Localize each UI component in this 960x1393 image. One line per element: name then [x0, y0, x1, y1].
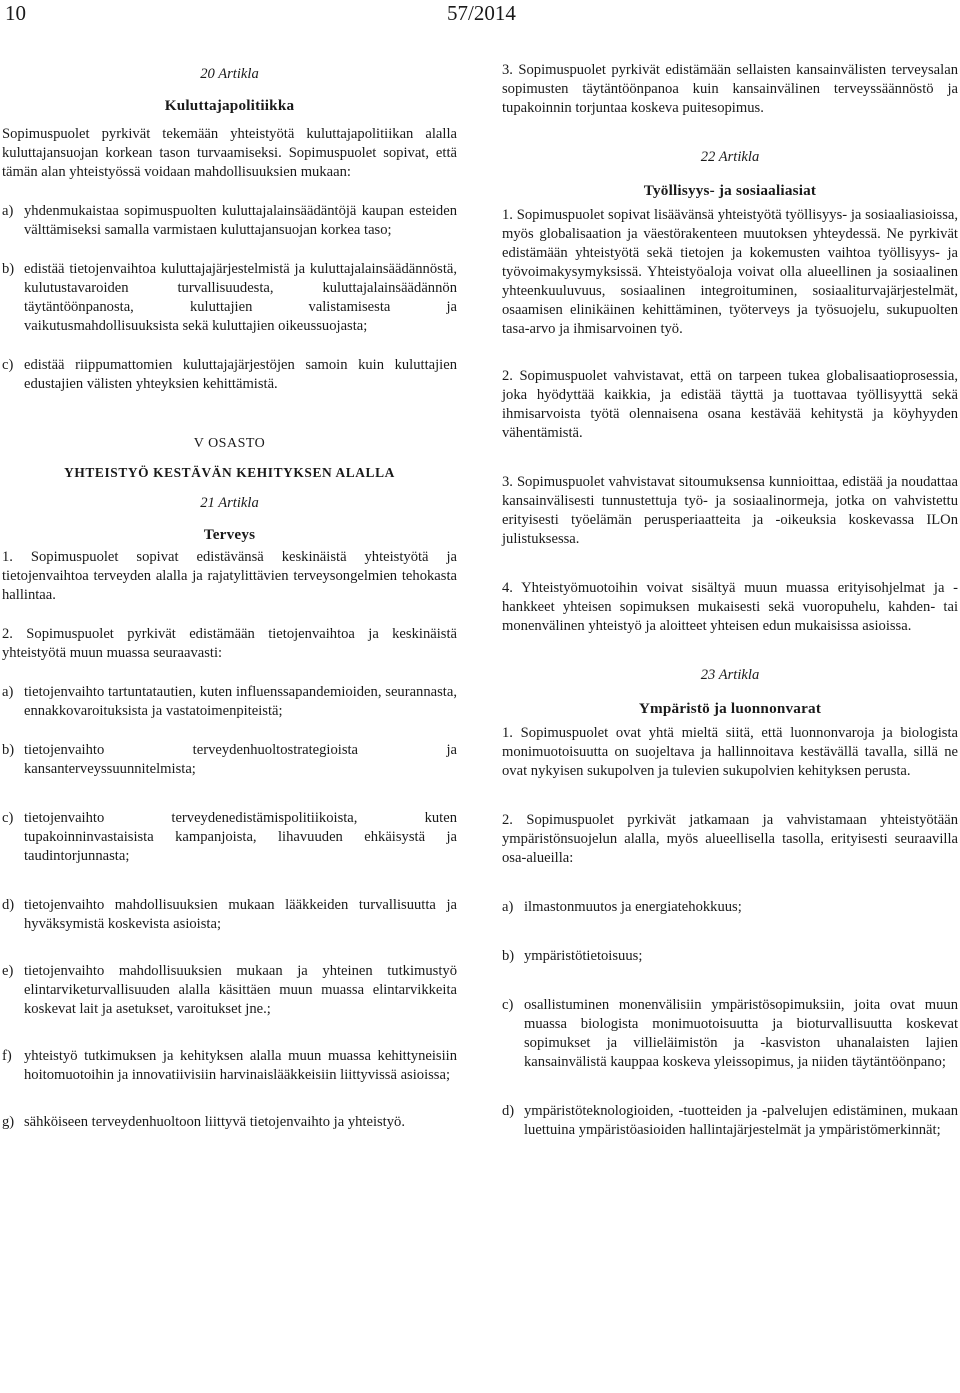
article-22-paragraph-4: 4. Yhteistyömuotoihin voivat sisältyä muun muassa erityisohjelmat ja -hankkeet yhteisen sopimuksen mukaisesti sekä vuoropuhelu, kahden- tai monenvälinen yhteistyö ja aloitteet yhteisen edun mukaisissa asioissa.	[502, 580, 958, 634]
list-item	[2, 260, 457, 336]
article-23-paragraph-1: 1. Sopimuspuolet ovat yhtä mieltä siitä, että luonnonvaroja ja biologista monimuotoisuutta on suojeltava ja hallinnoitava kestävällä tavalla, sillä ne ovat nykyisen sukupolven ja tulevien sukupolvien kehityksen perusta.	[502, 725, 958, 779]
list-item-text: tietojenvaihto terveydenedistämispolitiikoista, kuten tupakoinninvastaisista kampanjoista, lihavuuden ehkäisystä ja taudintorjunnasta;	[24, 810, 457, 864]
list-item-label: e)	[2, 963, 14, 979]
article-21-title: Terveys	[203, 526, 256, 543]
list-item	[2, 202, 457, 240]
article-21-paragraph-3: 3. Sopimuspuolet pyrkivät edistämään sellaisten kansainvälisten terveysalan sopimusten täytäntöönpanoa kuin kansainvälinen terveyssäännöstö ja tupakoinnin torjuntaa koskeva puitesopimus.	[502, 62, 958, 116]
list-item-label: b)	[502, 948, 515, 964]
right-column	[502, 61, 958, 1140]
list-item-label: d)	[502, 1103, 515, 1119]
list-item-text: edistää tietojenvaihtoa kuluttajajärjestelmistä ja kuluttajalainsäädännöstä, kulutustavaroiden turvallisuudesta, kuluttajalainsäädännön täytäntöönpanosta, kuluttajien valistamisesta ja vaikutusmahdollisuuksista sekä kuluttajien oikeussuojasta;	[24, 261, 457, 334]
section-number: V OSASTO	[193, 436, 266, 451]
list-item-text: osallistuminen monenvälisiin ympäristösopimuksiin, joita ovat muun muassa biologista monimuotoisuutta ja bioturvallisuutta koskevat sopimukset ja villieläimistön ja -kasviston uhanalaisten lajien kansainvälistä kauppaa koskeva yleissopimus, ja niiden täytäntöönpano;	[524, 997, 958, 1070]
article-21-number: 21 Artikla	[200, 495, 259, 511]
list-item	[502, 947, 958, 966]
list-item	[2, 809, 457, 866]
list-item-label: b)	[2, 261, 15, 277]
list-item-text: tietojenvaihto terveydenhuoltostrategioista ja kansanterveyssuunnitelmista;	[24, 742, 457, 777]
list-item-text: tietojenvaihto mahdollisuuksien mukaan lääkkeiden turvallisuutta ja hyväksymistä koskevista asioista;	[24, 897, 457, 932]
list-item-label: c)	[502, 997, 514, 1013]
journal-number: 57/2014	[447, 1, 516, 25]
article-21-paragraph-2: 2. Sopimuspuolet pyrkivät edistämään tietojenvaihtoa ja keskinäistä yhteistyötä muun muassa seuraavasti:	[2, 626, 457, 661]
list-item	[2, 896, 457, 934]
list-item	[2, 1113, 457, 1132]
list-item	[2, 683, 457, 721]
list-item-text: sähköiseen terveydenhuoltoon liittyvä tietojenvaihto ja yhteistyö.	[24, 1114, 405, 1130]
article-20-intro: Sopimuspuolet pyrkivät tekemään yhteistyötä kuluttajapolitiikan alalla kuluttajansuojan korkean tason turvaamiseksi. Sopimuspuolet sopivat, että tämän alan yhteistyössä voidaan mahdollisuuksien mukaan:	[2, 126, 457, 180]
list-item-label: a)	[2, 684, 14, 700]
list-item	[2, 1047, 457, 1085]
article-22-paragraph-1: 1. Sopimuspuolet sopivat lisäävänsä yhteistyötä työllisyys- ja sosiaaliasioissa, myös globalisaation ja väestörakenteen muutoksen yhteydessä. Ne pyrkivät edistämään yhteistyötä sekä tietojen ja kokemusten vaihtoa työllisyys- ja työvoimakysymyksissä. Yhteistyöaloja voivat olla alueellinen ja sosiaalinen yhteenkuuluvuus, sosiaalinen integroituminen, sosiaaliturvajärjestelmät, osaamisen elinikäinen kehittäminen, työterveys ja työsuojelu, sukupuolten tasa-arvo ja ihmisarvoinen työ.	[502, 207, 958, 337]
article-22-paragraph-2: 2. Sopimuspuolet vahvistavat, että on tarpeen tukea globalisaatioprosessia, joka hyödyttää kaikkia, ja edistää täyttä ja tuottavaa työllisyyttä sekä ihmisarvoista työtä olennaisena osana kestävää kehitystä ja köyhyyden vähentämistä.	[502, 368, 958, 441]
list-item-text: ympäristöteknologioiden, -tuotteiden ja -palvelujen edistäminen, mukaan luettuina ympäristöasioiden hallintajärjestelmät ja ympäristömerkinnät;	[524, 1103, 958, 1138]
list-item-label: g)	[2, 1114, 15, 1130]
list-item-label: a)	[2, 203, 14, 219]
article-22-number: 22 Artikla	[700, 149, 760, 165]
article-22-paragraph-3: 3. Sopimuspuolet vahvistavat sitoumuksensa kunnioittaa, edistää ja noudattaa kansainvälisesti tunnustettuja työ- ja sosiaalinormeja, jotka on vahvistettu erityisesti työelämän perusperiaatteita ja -oikeuksia koskevassa ILOn julistuksessa.	[502, 474, 958, 547]
article-21-paragraph-1: 1. Sopimuspuolet sopivat edistävänsä keskinäistä yhteistyötä ja tietojenvaihtoa terveyden alalla ja rajatylittävien terveysongelmien tehokasta hallintaa.	[2, 549, 457, 603]
list-item-label: d)	[2, 897, 15, 913]
list-item	[502, 996, 958, 1072]
page-number: 10	[5, 1, 26, 25]
list-item-text: ilmastonmuutos ja energiatehokkuus;	[524, 899, 742, 915]
list-item-text: tietojenvaihto tartuntatautien, kuten influenssapandemioiden, seurannasta, ennakkovaroituksista ja vastatoimenpiteistä;	[24, 684, 457, 719]
list-item	[502, 1102, 958, 1140]
list-item-label: c)	[2, 810, 14, 826]
list-item	[2, 962, 457, 1019]
article-20-number: 20 Artikla	[200, 66, 259, 82]
list-item-label: c)	[2, 357, 14, 373]
list-item-text: ympäristötietoisuus;	[524, 948, 643, 964]
left-column	[2, 61, 457, 1132]
page-header	[0, 0, 960, 30]
list-item-text: edistää riippumattomien kuluttajajärjestöjen samoin kuin kuluttajien edustajien välisten yhteyksien kehittämistä.	[24, 357, 457, 392]
article-20-title: Kuluttajapolitiikka	[164, 97, 295, 114]
list-item-label: b)	[2, 742, 15, 758]
article-22-title: Työllisyys- ja sosiaaliasiat	[643, 182, 817, 199]
list-item-text: yhteistyö tutkimuksen ja kehityksen alalla muun muassa kehittyneisiin hoitomuotoihin ja innovatiivisiin harvinaislääkkeisiin liittyvissä asioissa;	[24, 1048, 457, 1083]
article-23-paragraph-2: 2. Sopimuspuolet pyrkivät jatkamaan ja vahvistamaan yhteistyötään ympäristönsuojelun alalla, myös alueellisella tasolla, erityisesti seuraavilla osa-alueilla:	[502, 812, 958, 866]
article-23-title: Ympäristö ja luonnonvarat	[638, 700, 822, 717]
article-23-number: 23 Artikla	[700, 667, 760, 683]
list-item	[2, 356, 457, 394]
list-item	[2, 741, 457, 779]
list-item	[502, 898, 958, 917]
list-item-text: yhdenmukaistaa sopimuspuolten kuluttajalainsäädäntöjä kaupan esteiden välttämiseksi samalla varmistaen kuluttajansuojan korkea taso;	[24, 203, 457, 238]
list-item-label: a)	[502, 899, 514, 915]
list-item-label: f)	[2, 1048, 12, 1064]
section-title: YHTEISTYÖ KESTÄVÄN KEHITYKSEN ALALLA	[64, 465, 395, 480]
list-item-text: tietojenvaihto mahdollisuuksien mukaan ja yhteinen tutkimustyö elintarviketurvallisuuden alalla käsittäen muun muassa elintarvikkeita koskevat lait ja asetukset, varoitukset jne.;	[24, 963, 457, 1017]
